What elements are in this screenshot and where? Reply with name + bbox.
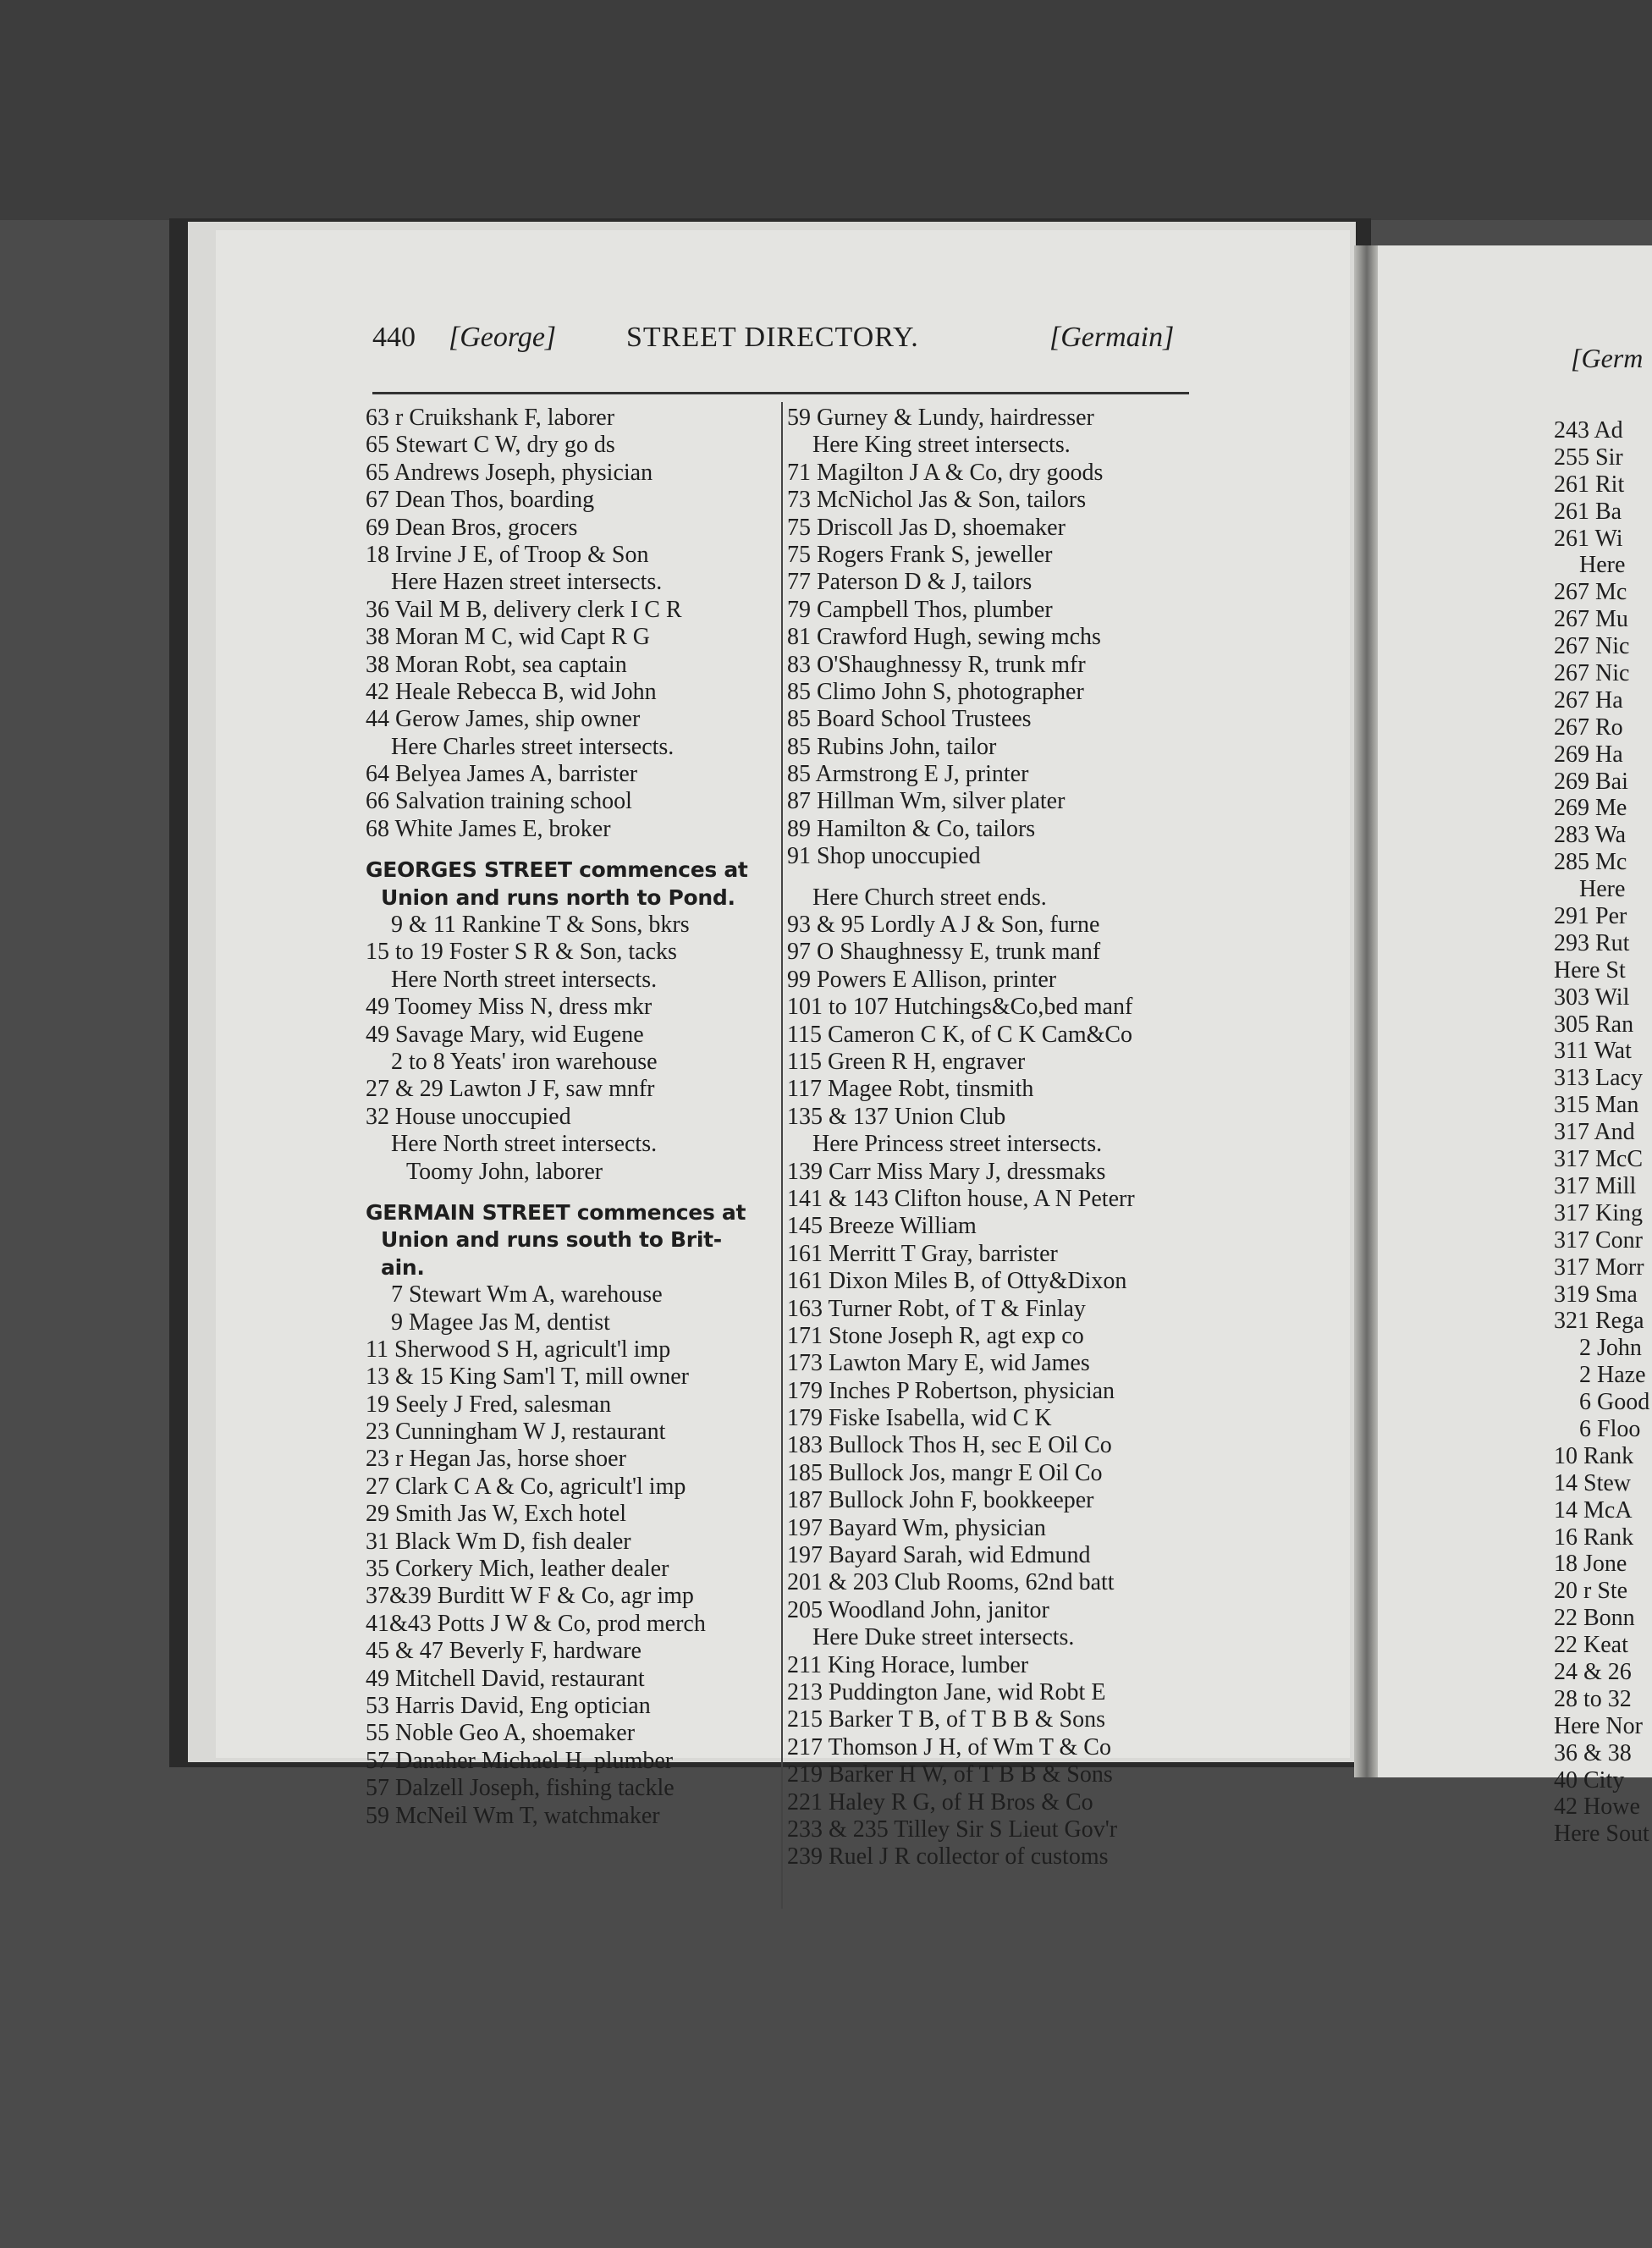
directory-entry: 9 & 11 Rankine T & Sons, bkrs	[391, 912, 690, 939]
directory-entry: 81 Crawford Hugh, sewing mchs	[787, 624, 1101, 651]
directory-entry: 45 & 47 Beverly F, hardware	[366, 1638, 642, 1665]
directory-entry: 319 Sma	[1554, 1281, 1638, 1308]
directory-entry: 217 Thomson J H, of Wm T & Co	[787, 1733, 1111, 1760]
directory-entry: 269 Ha	[1554, 741, 1623, 768]
directory-entry: 35 Corkery Mich, leather dealer	[366, 1556, 669, 1583]
directory-entry: 313 Lacy	[1554, 1065, 1643, 1092]
directory-entry: 99 Powers E Allison, printer	[787, 966, 1057, 993]
directory-entry: 87 Hillman Wm, silver plater	[787, 788, 1066, 815]
directory-entry: 16 Rank	[1554, 1523, 1634, 1551]
directory-entry: 135 & 137 Union Club	[787, 1103, 1006, 1130]
directory-entry: 205 Woodland John, janitor	[787, 1596, 1049, 1623]
directory-entry: 42 Heale Rebecca B, wid John	[366, 678, 657, 705]
directory-entry: 91 Shop unoccupied	[787, 843, 981, 870]
directory-entry: 139 Carr Miss Mary J, dressmaks	[787, 1158, 1106, 1185]
book-gutter	[1354, 245, 1379, 1777]
directory-entry: 36 & 38	[1554, 1739, 1632, 1766]
directory-entry: 267 Mc	[1554, 579, 1627, 606]
directory-entry: 14 McA	[1554, 1496, 1633, 1523]
directory-entry: 293 Rut	[1554, 929, 1630, 956]
directory-entry: 37&39 Burditt W F & Co, agr imp	[366, 1583, 694, 1610]
directory-entry: 14 Stew	[1554, 1469, 1631, 1496]
directory-entry: 32 House unoccupied	[366, 1103, 571, 1130]
directory-entry: 239 Ruel J R collector of customs	[787, 1843, 1109, 1871]
directory-entry: 233 & 235 Tilley Sir S Lieut Gov'r	[787, 1815, 1118, 1843]
directory-entry: 57 Danaher Michael H, plumber	[366, 1747, 674, 1774]
intersection-note: Here Sout	[1554, 1821, 1649, 1848]
directory-entry: 315 Man	[1554, 1092, 1639, 1119]
directory-entry: 79 Campbell Thos, plumber	[787, 596, 1053, 623]
directory-entry: 213 Puddington Jane, wid Robt E	[787, 1678, 1106, 1705]
intersection-note: Here	[1579, 876, 1626, 903]
directory-entry: 85 Armstrong E J, printer	[787, 761, 1029, 788]
directory-entry: 89 Hamilton & Co, tailors	[787, 815, 1036, 842]
intersection-note: Here Duke street intersects.	[812, 1624, 1075, 1651]
section-heading: Union and runs north to Pond.	[381, 884, 735, 910]
directory-entry: 317 Conr	[1554, 1226, 1643, 1253]
intersection-note: Here Nor	[1554, 1712, 1643, 1739]
directory-entry: 27 Clark C A & Co, agricult'l imp	[366, 1473, 686, 1500]
directory-entry: 49 Mitchell David, restaurant	[366, 1665, 645, 1692]
directory-entry: 267 Mu	[1554, 606, 1628, 633]
directory-entry: 267 Ha	[1554, 686, 1623, 714]
directory-entry: 49 Savage Mary, wid Eugene	[366, 1021, 644, 1048]
directory-entry: 101 to 107 Hutchings&Co,bed manf	[787, 994, 1133, 1021]
directory-entry: 183 Bullock Thos H, sec E Oil Co	[787, 1432, 1112, 1459]
left-column	[366, 405, 748, 1830]
directory-entry: 2 Haze	[1579, 1362, 1646, 1389]
directory-entry: 73 McNichol Jas & Son, tailors	[787, 487, 1087, 514]
directory-entry: 93 & 95 Lordly A J & Son, furne	[787, 912, 1100, 939]
directory-entry: 161 Merritt T Gray, barrister	[787, 1240, 1058, 1267]
directory-entry: 49 Toomey Miss N, dress mkr	[366, 994, 653, 1021]
directory-entry: 40 City	[1554, 1766, 1625, 1793]
directory-entry: 163 Turner Robt, of T & Finlay	[787, 1295, 1086, 1322]
directory-entry: 36 Vail M B, delivery clerk I C R	[366, 596, 682, 623]
directory-entry: 115 Cameron C K, of C K Cam&Co	[787, 1021, 1133, 1048]
section-heading: GERMAIN STREET commences at	[366, 1199, 746, 1225]
directory-entry: 185 Bullock Jos, mangr E Oil Co	[787, 1459, 1103, 1486]
directory-entry: 303 Wil	[1554, 984, 1630, 1011]
directory-entry: 28 to 32	[1554, 1685, 1632, 1712]
directory-entry: 2 John	[1579, 1335, 1642, 1362]
directory-entry: 317 King	[1554, 1199, 1643, 1226]
directory-entry: 15 to 19 Foster S R & Son, tacks	[366, 939, 677, 966]
column-divider	[781, 402, 783, 1909]
directory-entry: 269 Me	[1554, 795, 1627, 822]
directory-entry: 283 Wa	[1554, 822, 1627, 849]
directory-entry: 117 Magee Robt, tinsmith	[787, 1076, 1034, 1103]
intersection-note: Here Charles street intersects.	[391, 733, 675, 760]
directory-entry: 269 Bai	[1554, 768, 1628, 795]
right-page-column	[1554, 417, 1649, 1848]
directory-entry: 59 Gurney & Lundy, hairdresser	[787, 405, 1094, 431]
directory-entry: 211 King Horace, lumber	[787, 1651, 1029, 1678]
directory-entry: 6 Good	[1579, 1389, 1650, 1416]
directory-entry: 7 Stewart Wm A, warehouse	[391, 1281, 663, 1309]
directory-entry: 38 Moran M C, wid Capt R G	[366, 624, 650, 651]
directory-entry: 69 Dean Bros, grocers	[366, 514, 578, 541]
directory-entry: 267 Nic	[1554, 633, 1630, 660]
right-page-header: [Germ	[1571, 343, 1644, 373]
scanner-background-top	[0, 0, 1652, 220]
middle-column	[787, 405, 1135, 1871]
directory-entry: 63 r Cruikshank F, laborer	[366, 405, 615, 431]
directory-entry: 77 Paterson D & J, tailors	[787, 569, 1032, 596]
directory-entry: 19 Seely J Fred, salesman	[366, 1391, 612, 1418]
directory-entry: 97 O Shaughnessy E, trunk manf	[787, 939, 1101, 966]
directory-entry: 65 Stewart C W, dry go ds	[366, 432, 615, 459]
directory-entry: 267 Nic	[1554, 660, 1630, 687]
directory-entry: 85 Rubins John, tailor	[787, 733, 997, 760]
directory-entry: 261 Wi	[1554, 525, 1623, 552]
directory-entry: 173 Lawton Mary E, wid James	[787, 1350, 1090, 1377]
directory-entry: 57 Dalzell Joseph, fishing tackle	[366, 1775, 675, 1802]
directory-entry: 201 & 203 Club Rooms, 62nd batt	[787, 1569, 1115, 1596]
directory-entry: 219 Barker H W, of T B B & Sons	[787, 1761, 1113, 1788]
intersection-note: Here Church street ends.	[812, 884, 1047, 911]
directory-entry: 23 Cunningham W J, restaurant	[366, 1419, 666, 1446]
directory-entry: 141 & 143 Clifton house, A N Peterr	[787, 1185, 1135, 1212]
directory-entry: 64 Belyea James A, barrister	[366, 761, 638, 788]
directory-entry: 20 r Ste	[1554, 1578, 1628, 1605]
directory-entry: 261 Rit	[1554, 471, 1625, 498]
directory-entry: 317 Mill	[1554, 1172, 1637, 1199]
directory-entry: 67 Dean Thos, boarding	[366, 487, 595, 514]
directory-entry: 24 & 26	[1554, 1658, 1632, 1685]
header-right-key: [Germain]	[1049, 322, 1175, 353]
directory-entry: 29 Smith Jas W, Exch hotel	[366, 1501, 626, 1528]
directory-entry: 243 Ad	[1554, 417, 1623, 444]
directory-entry: 321 Rega	[1554, 1308, 1644, 1335]
directory-entry: 18 Jone	[1554, 1551, 1627, 1578]
page-title: STREET DIRECTORY.	[626, 322, 919, 353]
directory-entry: 44 Gerow James, ship owner	[366, 706, 641, 733]
directory-entry: 68 White James E, broker	[366, 815, 611, 842]
intersection-note: Here Princess street intersects.	[812, 1131, 1103, 1158]
directory-entry: 65 Andrews Joseph, physician	[366, 459, 653, 486]
directory-entry: 317 Morr	[1554, 1253, 1644, 1281]
intersection-note: Here St	[1554, 956, 1626, 984]
directory-entry: 2 to 8 Yeats' iron warehouse	[391, 1048, 658, 1075]
directory-entry: 197 Bayard Wm, physician	[787, 1514, 1046, 1541]
directory-entry: 10 Rank	[1554, 1442, 1634, 1469]
directory-entry: 197 Bayard Sarah, wid Edmund	[787, 1542, 1091, 1569]
directory-entry: 42 Howe	[1554, 1793, 1640, 1821]
directory-entry: 27 & 29 Lawton J F, saw mnfr	[366, 1076, 655, 1103]
directory-entry: 291 Per	[1554, 903, 1627, 930]
directory-entry: 31 Black Wm D, fish dealer	[366, 1528, 631, 1555]
directory-entry: 115 Green R H, engraver	[787, 1048, 1026, 1075]
directory-entry: 53 Harris David, Eng optician	[366, 1692, 651, 1719]
directory-entry: 255 Sir	[1554, 444, 1623, 471]
directory-entry: 145 Breeze William	[787, 1213, 977, 1240]
directory-entry: 66 Salvation training school	[366, 788, 632, 815]
directory-entry: 6 Floo	[1579, 1415, 1641, 1442]
header-rule	[372, 392, 1189, 394]
directory-entry: 305 Ran	[1554, 1011, 1634, 1038]
directory-entry: 9 Magee Jas M, dentist	[391, 1309, 610, 1336]
directory-entry: 18 Irvine J E, of Troop & Son	[366, 541, 649, 568]
directory-entry: 179 Fiske Isabella, wid C K	[787, 1405, 1052, 1432]
directory-entry: 317 McC	[1554, 1146, 1643, 1173]
page-number: 440	[372, 322, 416, 353]
section-heading: ain.	[381, 1254, 425, 1280]
section-heading: GEORGES STREET commences at	[366, 857, 748, 883]
directory-entry: 317 And	[1554, 1119, 1635, 1146]
directory-entry: 171 Stone Joseph R, agt exp co	[787, 1322, 1084, 1349]
directory-entry: 71 Magilton J A & Co, dry goods	[787, 459, 1104, 486]
directory-entry: 22 Keat	[1554, 1632, 1628, 1659]
intersection-note: Here King street intersects.	[812, 432, 1071, 459]
directory-entry: 85 Climo John S, photographer	[787, 678, 1084, 705]
directory-entry: 59 McNeil Wm T, watchmaker	[366, 1802, 660, 1829]
section-heading: Union and runs south to Brit-	[381, 1227, 722, 1253]
directory-entry: 11 Sherwood S H, agricult'l imp	[366, 1336, 671, 1363]
directory-entry: 285 Mc	[1554, 849, 1627, 876]
directory-entry: 83 O'Shaughnessy R, trunk mfr	[787, 651, 1086, 678]
directory-entry: 22 Bonn	[1554, 1605, 1635, 1632]
directory-entry: 41&43 Potts J W & Co, prod merch	[366, 1610, 706, 1637]
intersection-note: Here North street intersects.	[391, 1131, 658, 1158]
directory-entry: 179 Inches P Robertson, physician	[787, 1377, 1115, 1404]
directory-entry: 187 Bullock John F, bookkeeper	[787, 1487, 1094, 1514]
intersection-note: Here Hazen street intersects.	[391, 569, 663, 596]
directory-entry: 85 Board School Trustees	[787, 706, 1032, 733]
directory-entry: 13 & 15 King Sam'l T, mill owner	[366, 1364, 689, 1391]
directory-entry: 267 Ro	[1554, 714, 1623, 741]
directory-entry: 215 Barker T B, of T B B & Sons	[787, 1706, 1105, 1733]
intersection-note: Here North street intersects.	[391, 966, 658, 993]
directory-entry: 161 Dixon Miles B, of Otty&Dixon	[787, 1268, 1127, 1295]
directory-entry: 75 Driscoll Jas D, shoemaker	[787, 514, 1066, 541]
directory-entry: 75 Rogers Frank S, jeweller	[787, 541, 1053, 568]
header-left-key: [George]	[449, 322, 557, 353]
directory-entry: 221 Haley R G, of H Bros & Co	[787, 1788, 1093, 1815]
directory-entry: 38 Moran Robt, sea captain	[366, 651, 627, 678]
directory-entry: 55 Noble Geo A, shoemaker	[366, 1720, 636, 1747]
page-header	[372, 322, 1193, 372]
intersection-note: Here	[1579, 552, 1626, 579]
directory-entry: Toomy John, laborer	[406, 1158, 603, 1185]
directory-entry: 261 Ba	[1554, 498, 1622, 525]
directory-entry: 311 Wat	[1554, 1038, 1632, 1065]
directory-entry: 23 r Hegan Jas, horse shoer	[366, 1446, 626, 1473]
